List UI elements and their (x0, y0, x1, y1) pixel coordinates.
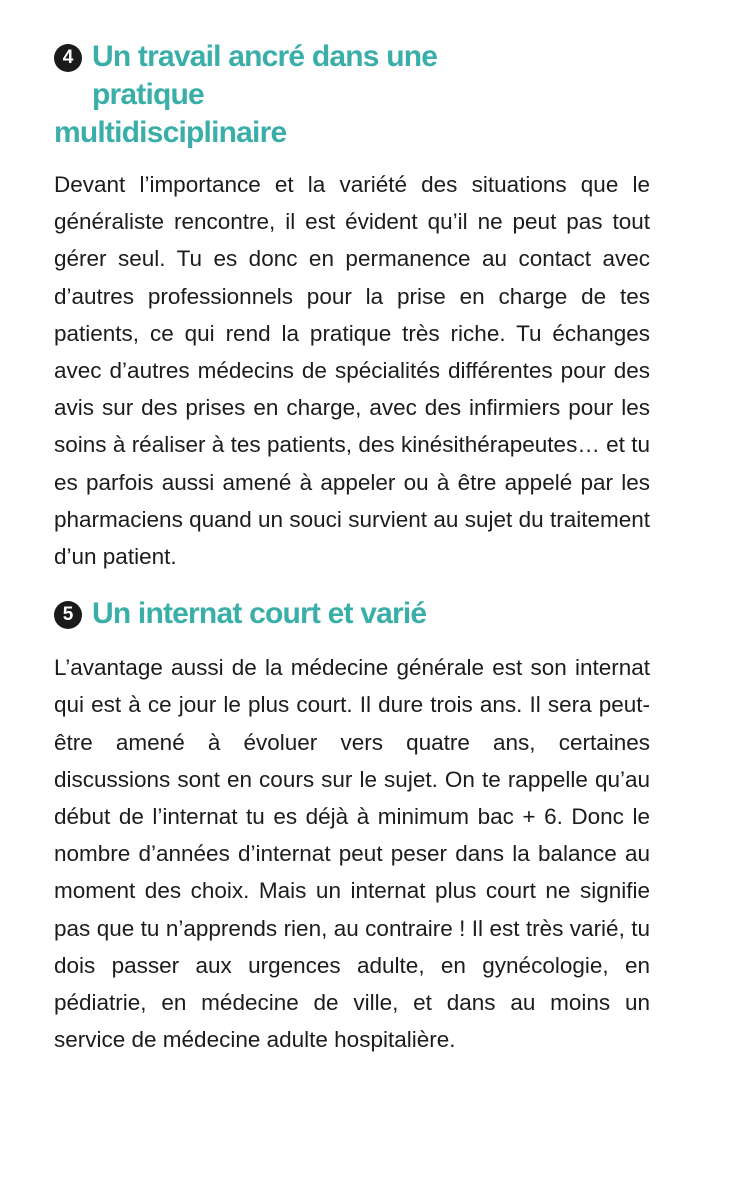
section-4-heading (54, 38, 649, 152)
section-5-title: Un internat court et varié (92, 597, 427, 631)
section-4-title (54, 38, 542, 152)
section-5-paragraph: L’avantage aussi de la médecine générale est son internat qui est à ce jour le plus court. Il dure trois ans. Il sera peut-être amené à évoluer vers quatre ans, certaines discussions sont en cours sur le sujet. On te rappelle qu’au début de l’internat tu es déjà à minimum bac + 6. Donc le nombre d’années d’internat peut peser dans la balance au moment des choix. Mais un internat plus court ne signifie pas que tu n’apprends rien, au contraire ! Il est très varié, tu dois passer aux urgences adulte, en gynécologie, en pédiatrie, en médecine de ville, et dans au moins un service de médecine adulte hospitalière. (54, 655, 650, 1053)
section-4-title-line-2: multidisciplinaire (54, 116, 287, 149)
section-4-number-badge: 4 (54, 44, 82, 72)
section-5-heading (54, 595, 649, 633)
section-5-number-badge: 5 (54, 601, 82, 629)
section-4-title-line-1: Un travail ancré dans une pratique (92, 40, 438, 111)
section-4-paragraph: Devant l’importance et la variété des situations que le généraliste rencontre, il est évident qu’il ne peut pas tout gérer seul. Tu es donc en permanence au contact avec d’autres professionnels pour la prise en charge de tes patients, ce qui rend la pratique très riche. Tu échanges avec d’autres médecins de spécialités différentes pour des avis sur des prises en charge, avec des infirmiers pour les soins à réaliser à tes patients, des kinésithérapeutes… et tu es parfois aussi amené à appeler ou à être appelé par les pharmaciens quand un souci survient au sujet du traitement d’un patient. (54, 172, 650, 570)
